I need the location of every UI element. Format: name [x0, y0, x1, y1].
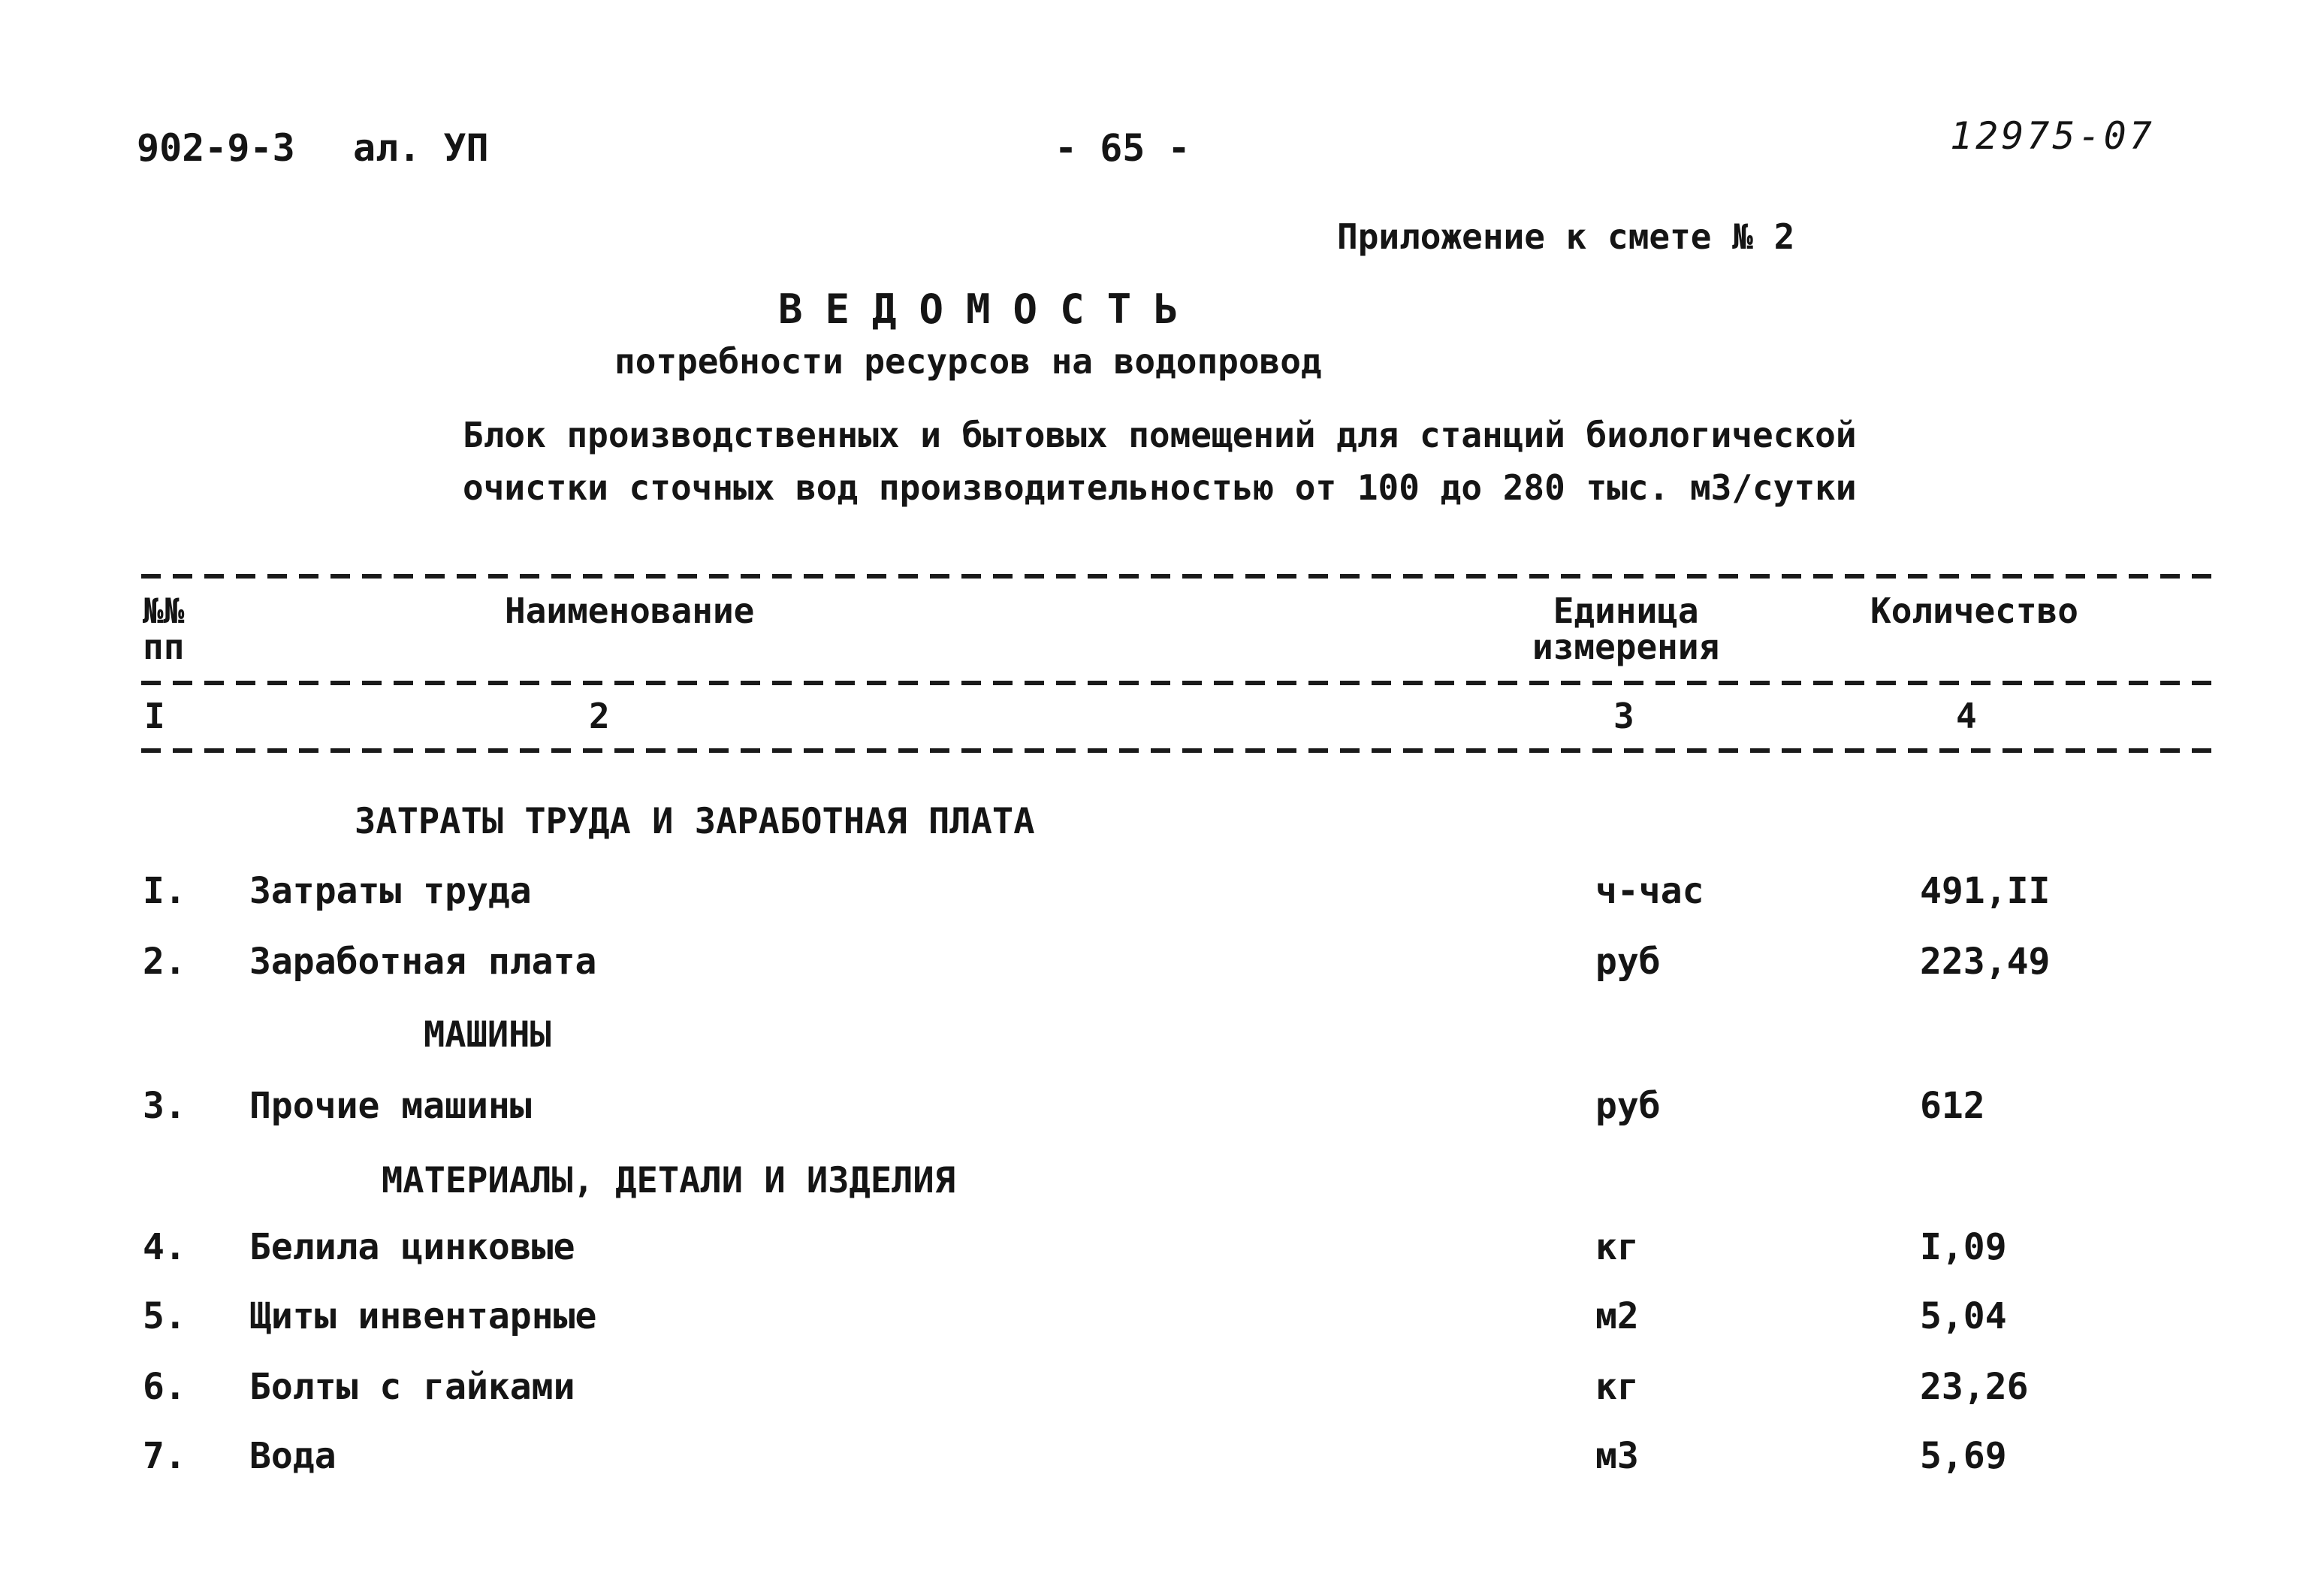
row-name: Прочие машины: [249, 1085, 532, 1127]
row-quantity: 491,II: [1920, 870, 2051, 912]
table-row: [0, 1085, 2324, 1130]
table-top-rule: [141, 574, 2222, 579]
table-header-rule: [141, 681, 2222, 685]
object-description-line2: очистки сточных вод производительностью от 100 до 280 тыс. м3/сутки: [463, 467, 1857, 508]
row-name: Болты с гайками: [249, 1366, 575, 1408]
row-unit: кг: [1595, 1226, 1639, 1268]
row-number: 3.: [143, 1085, 186, 1127]
row-quantity: 612: [1920, 1085, 1985, 1127]
section-heading-machines: МАШИНЫ: [424, 1014, 551, 1056]
table-row: [0, 1226, 2324, 1271]
row-name: Белила цинковые: [249, 1226, 575, 1268]
column-header-name: Наименование: [505, 591, 755, 631]
row-number: 5.: [143, 1295, 186, 1337]
column-number-2: 2: [589, 696, 610, 736]
column-header-quantity: Количество: [1870, 591, 2078, 631]
table-row: [0, 1295, 2324, 1340]
row-quantity: I,09: [1920, 1226, 2007, 1268]
column-number-1: I: [144, 696, 165, 736]
row-unit: м2: [1595, 1295, 1639, 1337]
row-quantity: 5,04: [1920, 1295, 2007, 1337]
sheet-code: 12975-07: [1950, 114, 2155, 158]
column-number-3: 3: [1613, 696, 1634, 736]
row-name: Заработная плата: [249, 941, 597, 983]
table-numbers-rule: [141, 748, 2222, 753]
row-quantity: 5,69: [1920, 1435, 2007, 1477]
section-heading-labor: ЗАТРАТЫ ТРУДА И ЗАРАБОТНАЯ ПЛАТА: [355, 801, 1035, 842]
table-row: [0, 1366, 2324, 1411]
document-code: 902-9-3: [137, 126, 295, 170]
row-unit: м3: [1595, 1435, 1639, 1477]
row-unit: кг: [1595, 1366, 1639, 1408]
column-number-4: 4: [1956, 696, 1977, 736]
row-quantity: 223,49: [1920, 941, 2051, 983]
row-number: 4.: [143, 1226, 186, 1268]
appendix-reference: Приложение к смете № 2: [1337, 216, 1795, 257]
table-row: [0, 941, 2324, 986]
section-heading-materials: МАТЕРИАЛЫ, ДЕТАЛИ И ИЗДЕЛИЯ: [382, 1160, 956, 1201]
row-number: 2.: [143, 941, 186, 983]
album-label: ал. УП: [353, 126, 489, 170]
object-description-line1: Блок производственных и бытовых помещений для станций биологической: [463, 415, 1857, 455]
column-header-number: №№ пп: [143, 591, 185, 667]
row-number: 6.: [143, 1366, 186, 1408]
row-number: I.: [143, 870, 186, 912]
page-number: - 65 -: [1055, 126, 1191, 170]
table-row: [0, 870, 2324, 915]
row-unit: ч-час: [1595, 870, 1704, 912]
column-header-unit: Единица измерения: [1532, 591, 1720, 667]
row-name: Затраты труда: [249, 870, 532, 912]
row-number: 7.: [143, 1435, 186, 1477]
document-subtitle: потребности ресурсов на водопровод: [614, 341, 1322, 382]
document-title: ВЕДОМОСТЬ: [778, 285, 1201, 333]
row-name: Вода: [249, 1435, 337, 1477]
row-quantity: 23,26: [1920, 1366, 2029, 1408]
row-name: Щиты инвентарные: [249, 1295, 597, 1337]
row-unit: руб: [1595, 1085, 1661, 1127]
table-row: [0, 1435, 2324, 1480]
row-unit: руб: [1595, 941, 1661, 983]
